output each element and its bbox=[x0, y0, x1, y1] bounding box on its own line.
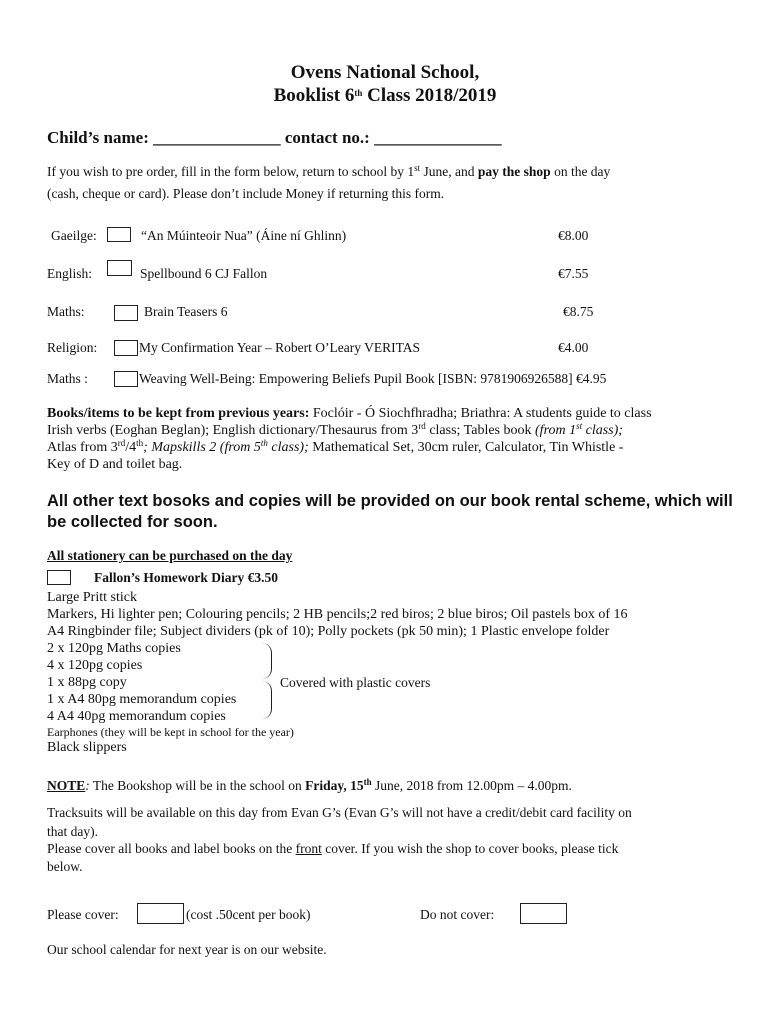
book-subject: Gaeilge: bbox=[51, 228, 97, 243]
book-subject: Maths: bbox=[47, 304, 85, 319]
rental-notice-line-2: be collected for soon. bbox=[47, 513, 218, 531]
book-title: Weaving Well-Being: Empowering Beliefs Pupil Book [ISBN: 9781906926588] €4.95 bbox=[139, 371, 607, 386]
order-checkbox[interactable] bbox=[107, 227, 131, 242]
previous-items-line-3: Atlas from 3rd/4th; Mapskills 2 (from 5th class); Mathematical Set, 30cm ruler, Calculator, Tin Whistle - bbox=[47, 438, 624, 455]
stationery-item: 1 x A4 80pg memorandum copies bbox=[47, 692, 237, 707]
intro-line-1: If you wish to pre order, fill in the form below, return to school by 1st June, and pay the shop on the day bbox=[47, 163, 611, 179]
child-name-contact-line: Child’s name: _______________ contact no.: _______________ bbox=[47, 128, 502, 147]
book-title: Spellbound 6 CJ Fallon bbox=[140, 266, 268, 281]
tracksuits-line-1: Tracksuits will be available on this day from Evan G’s (Evan G’s will not have a credit/debit card facility on bbox=[47, 805, 632, 820]
book-price: €8.00 bbox=[558, 228, 589, 243]
calendar-note: Our school calendar for next year is on our website. bbox=[47, 942, 327, 957]
stationery-item: 4 x 120pg copies bbox=[47, 658, 143, 673]
previous-items-line-4: Key of D and toilet bag. bbox=[47, 457, 183, 472]
earphones-note: Earphones (they will be kept in school for the year) bbox=[47, 725, 294, 739]
covered-note: Covered with plastic covers bbox=[280, 675, 431, 690]
stationery-item: 2 x 120pg Maths copies bbox=[47, 641, 181, 656]
book-price: €7.55 bbox=[558, 266, 589, 281]
book-title: My Confirmation Year – Robert O’Leary VERITAS bbox=[139, 340, 421, 355]
book-title: “An Múinteoir Nua” (Áine ní Ghlinn) bbox=[141, 228, 347, 243]
book-title: Brain Teasers 6 bbox=[144, 304, 228, 319]
do-not-cover-label: Do not cover: bbox=[420, 907, 495, 922]
brace-lower bbox=[262, 681, 272, 719]
order-checkbox[interactable] bbox=[107, 260, 132, 276]
tracksuits-line-2: that day). bbox=[47, 824, 98, 839]
book-subject: Maths : bbox=[47, 371, 88, 386]
stationery-item: 4 A4 40pg memorandum copies bbox=[47, 709, 226, 724]
intro-line-2: (cash, cheque or card). Please don’t include Money if returning this form. bbox=[47, 186, 445, 201]
stationery-item: A4 Ringbinder file; Subject dividers (pk of 10); Polly pockets (pk 50 min); 1 Plastic envelope folder bbox=[47, 624, 610, 639]
brace-upper bbox=[262, 643, 272, 679]
black-slippers: Black slippers bbox=[47, 740, 127, 755]
previous-items-line-1: Books/items to be kept from previous years: Foclóir - Ó Siochfhradha; Briathra: A students guide to class bbox=[47, 406, 652, 421]
cover-instructions-line-1: Please cover all books and label books on the front cover. If you wish the shop to cover books, please tick bbox=[47, 841, 619, 856]
homework-diary: Fallon’s Homework Diary €3.50 bbox=[94, 570, 278, 585]
do-not-cover-box[interactable] bbox=[520, 903, 567, 924]
please-cover-label: Please cover: bbox=[47, 907, 119, 922]
order-checkbox[interactable] bbox=[114, 340, 138, 356]
stationery-item: Large Pritt stick bbox=[47, 590, 137, 605]
cover-instructions-line-2: below. bbox=[47, 859, 83, 874]
stationery-heading: All stationery can be purchased on the day bbox=[47, 548, 293, 563]
book-price: €8.75 bbox=[563, 304, 594, 319]
rental-notice-line-1: All other text bosoks and copies will be provided on our book rental scheme, which will bbox=[47, 492, 733, 510]
cover-cost: (cost .50cent per book) bbox=[186, 907, 311, 922]
stationery-item: 1 x 88pg copy bbox=[47, 675, 127, 690]
bookshop-note: NOTE: The Bookshop will be in the school on Friday, 15th June, 2018 from 12.00pm – 4.00pm. bbox=[47, 777, 572, 793]
diary-checkbox[interactable] bbox=[47, 570, 71, 585]
previous-items-line-2: Irish verbs (Eoghan Beglan); English dictionary/Thesaurus from 3rd class; Tables book (from 1st class); bbox=[47, 421, 623, 438]
booklist-title: Booklist 6th Class 2018/2019 bbox=[273, 85, 497, 106]
order-checkbox[interactable] bbox=[114, 371, 138, 387]
book-price: €4.00 bbox=[558, 340, 589, 355]
book-subject: Religion: bbox=[47, 340, 98, 355]
stationery-item: Markers, Hi lighter pen; Colouring pencils; 2 HB pencils;2 red biros; 2 blue biros; Oil pastels box of 16 bbox=[47, 607, 628, 622]
book-subject: English: bbox=[47, 266, 93, 281]
order-checkbox[interactable] bbox=[114, 305, 138, 321]
school-name: Ovens National School, bbox=[290, 62, 480, 83]
please-cover-box[interactable] bbox=[137, 903, 184, 924]
